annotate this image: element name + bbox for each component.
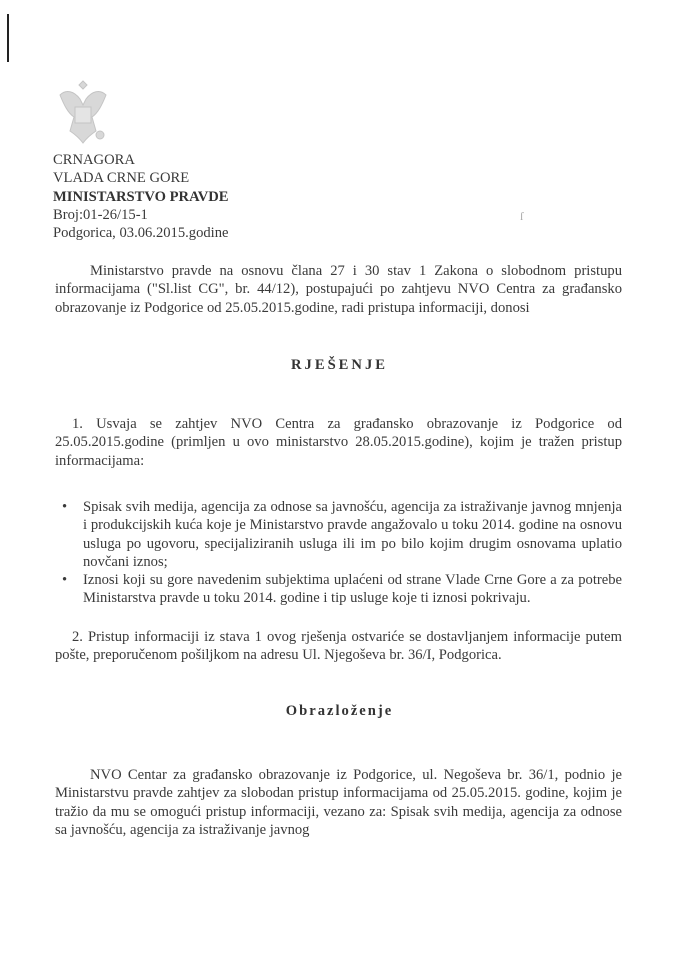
document-number: Broj:01-26/15-1 — [53, 206, 148, 223]
bullet-icon: • — [62, 499, 68, 515]
list-item — [55, 498, 622, 571]
reasoning-title: Obrazloženje — [285, 703, 394, 719]
scan-edge-mark — [7, 14, 9, 62]
decision-title: RJEŠENJE — [291, 357, 388, 373]
ministry-name: MINISTARSTVO PRAVDE — [53, 188, 229, 205]
country-name: CRNAGORA — [53, 152, 135, 168]
bullet-icon: • — [62, 572, 68, 589]
list-item — [55, 571, 622, 608]
requested-info-list — [55, 498, 622, 608]
list-item-text: Spisak svih medija, agencija za odnose sa javnošću, agencija za istraživanje javnog mnjenja i produkcijskih kuća koje je Ministarstvo pravde angažovalo u toku 2014. godine na osnovu usluga po ugovoru, specijaliziranih usluga ili im po bilo kojim drugim osnovama uplatio novčani iznos; — [83, 499, 622, 570]
letterhead — [53, 151, 353, 242]
place-and-date: Podgorica, 03.06.2015.godine — [53, 225, 229, 242]
list-item-text: Iznosi koji su gore navedenim subjektima uplaćeni od strane Vlade Crne Gore a za potrebe Ministarstva pravde u toku 2014. godine i tip usluge koje ti iznosi pokrivaju. — [83, 572, 622, 607]
scan-artifact: ſ — [520, 209, 524, 223]
intro-paragraph: Ministarstvo pravde na osnovu člana 27 i 30 stav 1 Zakona o slobodnom pristupu informacijama ("Sl.list CG", br. 44/12), postupajući po zahtjevu NVO Centra za građansko obrazovanje iz Podgorice od 25.05.2015.godine, radi pristupa informaciji, donosi — [55, 263, 622, 316]
reasoning-paragraph: NVO Centar za građansko obrazovanje iz Podgorice, ul. Negoševa br. 36/1, podnio je Ministarstvu pravde zahtjev za slobodan pristup informacijama od 25.05.2015. godine, kojim je tražio da mu se omogući pristup informaciji, vezano za: Spisak svih medija, agencija za odnose sa javnošću, agencija za istraživanje javnog — [55, 767, 622, 838]
government-name: VLADA CRNE GORE — [53, 170, 190, 187]
coat-of-arms-icon — [52, 75, 114, 147]
decision-item-1: 1. Usvaja se zahtjev NVO Centra za građansko obrazovanje iz Podgorice od 25.05.2015.godine (primljen u ovo ministarstvo 28.05.2015.godine), kojim je tražen pristup informacijama: — [55, 416, 622, 469]
decision-item-2: 2. Pristup informaciji iz stava 1 ovog rješenja ostvariće se dostavljanjem informacije putem pošte, preporučenom pošiljkom na adresu Ul. Njegoševa br. 36/I, Podgorica. — [55, 629, 622, 664]
